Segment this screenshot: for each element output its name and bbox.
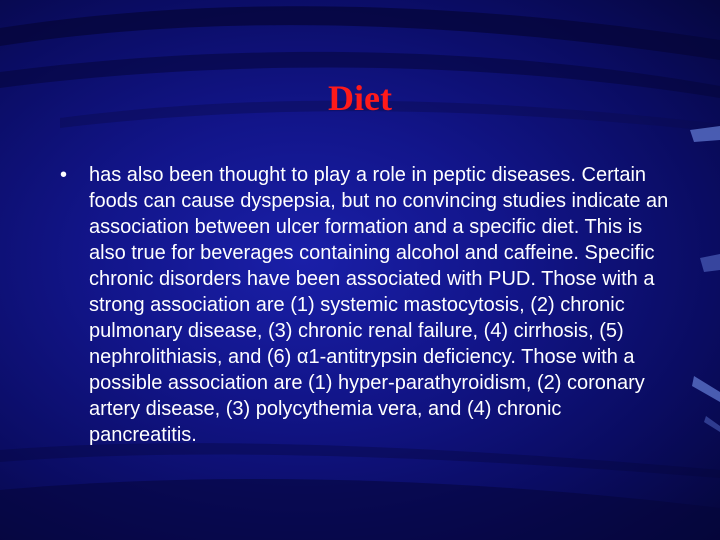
edge-streak-2 [700, 254, 720, 272]
slide-title: Diet [328, 78, 392, 118]
swoosh-bottom-2 [0, 443, 720, 478]
bullet-item [60, 162, 680, 448]
swoosh-top-1 [0, 6, 720, 60]
bullet-icon: • [60, 164, 68, 186]
edge-streak-4 [704, 416, 720, 432]
bullet-text: has also been thought to play a role in peptic diseases. Certain foods can cause dyspepsia, but no convincing studies indicate an association between ulcer formation and a specific diet. This is also true for beverages containing alcohol and caffeine. Specific chronic disorders have been associated with PUD. Those with a strong association are (1) systemic mastocytosis, (2) chronic pulmonary disease, (3) chronic renal failure, (4) cirrhosis, (5) nephrolithiasis, and (6) α1-antitrypsin deficiency. Those with a possible association are (1) hyper-parathyroidism, (2) coronary artery disease, (3) polycythemia vera, and (4) chronic pancreatitis. [89, 164, 669, 446]
edge-streak-3 [692, 376, 720, 402]
swoosh-bottom-1 [0, 479, 720, 540]
